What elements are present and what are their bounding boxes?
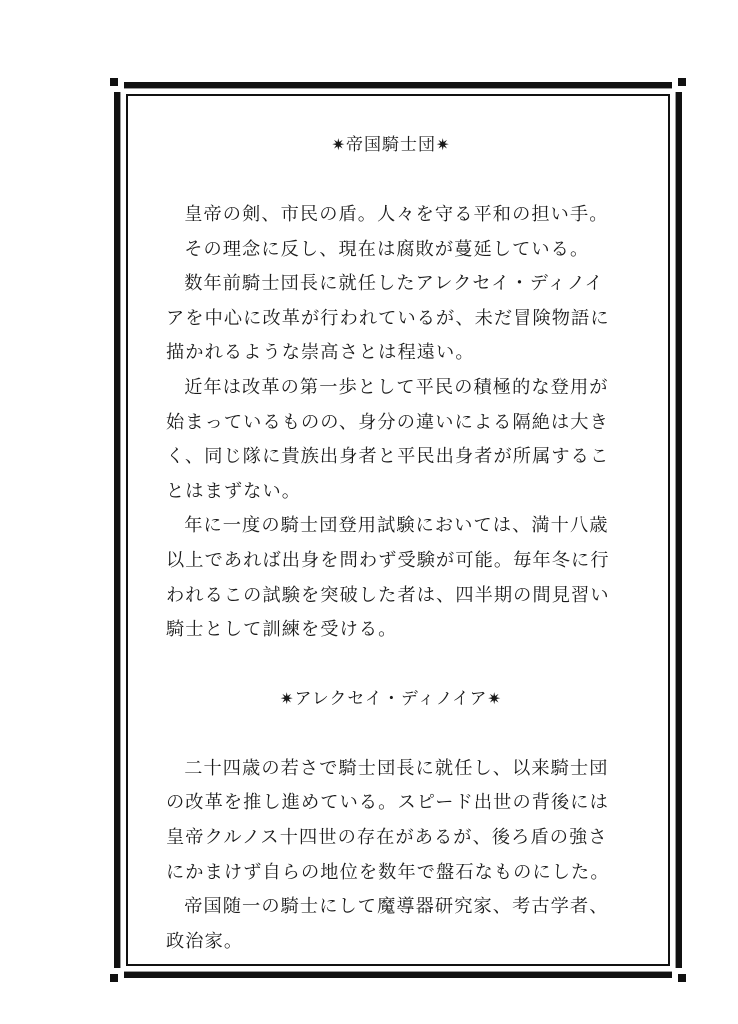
star-icon: ✷ xyxy=(436,135,451,154)
text-line: その理念に反し、現在は腐敗が蔓延している。 xyxy=(184,238,590,260)
frame-corner-ornament xyxy=(672,78,686,92)
star-icon: ✷ xyxy=(331,135,346,154)
text-line: 近年は改革の第一歩として平民の積極的な登用が xyxy=(184,376,609,398)
section-title: アレクセイ・ディノイア xyxy=(294,688,488,709)
text-line: 帝国随一の騎士にして魔導器研究家、考古学者、 xyxy=(184,896,609,918)
paragraph xyxy=(166,371,616,509)
text-line: 以上であれば出身を問わず受験が可能。毎年冬に行 xyxy=(166,549,610,571)
paragraph xyxy=(166,890,616,959)
star-icon: ✷ xyxy=(487,688,502,708)
text-line: とはまずない。 xyxy=(166,480,302,502)
text-line: 二十四歳の若さで騎士団長に就任し、以来騎士団 xyxy=(184,757,609,779)
frame-corner-ornament xyxy=(672,968,686,982)
star-icon: ✷ xyxy=(280,688,295,708)
text-line: アを中心に改革が行われているが、未だ冒険物語に xyxy=(166,307,610,329)
section-title: 帝国騎士団 xyxy=(346,135,436,155)
paragraph xyxy=(166,233,616,268)
text-line: の改革を推し進めている。スピード出世の背後には xyxy=(166,792,609,814)
paragraph xyxy=(166,267,616,371)
text-line: く、同じ隊に貴族出身者と平民出身者が所属するこ xyxy=(166,446,610,468)
frame-corner-ornament xyxy=(110,968,124,982)
text-line: 描かれるような崇高さとは程遠い。 xyxy=(166,342,475,364)
text-line: 始まっているものの、身分の違いによる隔絶は大き xyxy=(166,411,609,433)
frame-corner-ornament xyxy=(110,78,124,92)
section-heading-alexei xyxy=(166,682,616,716)
text-line: 皇帝クルノス十四世の存在があるが、後ろ盾の強さ xyxy=(166,826,608,848)
document-body xyxy=(166,128,616,959)
text-line: 騎士として訓練を受ける。 xyxy=(166,619,398,641)
section-heading-knights xyxy=(166,128,616,162)
paragraph xyxy=(166,752,616,890)
text-line: 数年前騎士団長に就任したアレクセイ・ディノイ xyxy=(184,273,604,295)
text-line: 政治家。 xyxy=(166,930,244,952)
paragraph xyxy=(166,509,616,647)
text-line: にかまけず自らの地位を数年で盤石なものにした。 xyxy=(166,861,610,883)
text-line: われるこの試験を突破した者は、四半期の間見習い xyxy=(166,584,610,606)
text-line: 年に一度の騎士団登用試験においては、満十八歳 xyxy=(184,515,609,537)
paragraph xyxy=(166,198,616,233)
text-line: 皇帝の剣、市民の盾。人々を守る平和の担い手。 xyxy=(184,204,609,225)
